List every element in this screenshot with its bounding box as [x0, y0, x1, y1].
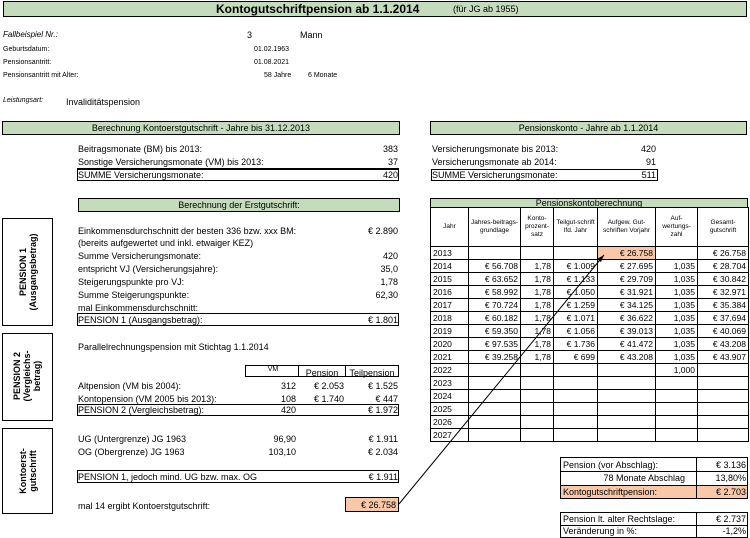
- pk-cell-agv: € 36.622: [598, 312, 656, 325]
- pk-cell-awz: 1,035: [656, 351, 698, 364]
- pk-cell-jahr: 2019: [431, 325, 469, 338]
- summe-vm-label: SUMME Versicherungsmonate:: [78, 170, 204, 180]
- pk-cell-tg: € 1.259: [554, 299, 598, 312]
- page-subtitle: (für JG ab 1955): [453, 4, 519, 14]
- bm-value: 383: [382, 144, 398, 154]
- pk-cell-jbg: € 58.992: [469, 286, 521, 299]
- summary-sep: [696, 457, 697, 499]
- p1-row-1-value: 35,0: [380, 264, 398, 274]
- pk-cell-awz: 1,035: [656, 286, 698, 299]
- pk-cell-tg: € 1.050: [554, 286, 598, 299]
- compare-alt-value: € 2.737: [715, 514, 746, 524]
- leistungsart-label: Leistungsart:: [3, 97, 44, 104]
- kg-p1min-value: € 1.911: [368, 472, 398, 482]
- pk-header: Pensionskontoberechnung: [430, 198, 748, 208]
- p1-row-5-value: € 1.801: [367, 315, 398, 325]
- p1-line1-value: € 2.890: [367, 226, 398, 236]
- pk-cell-kps: 1,78: [521, 273, 554, 286]
- p2-title: Parallelrechnungspension mit Stichtag 1.1.2014: [78, 342, 269, 352]
- bm-label: Beitragsmonate (BM) bis 2013:: [78, 144, 203, 154]
- p1-row-0-label: Summe Versicherungsmonate:: [78, 251, 202, 261]
- r-summe-value: 511: [641, 170, 656, 180]
- kg-side-label: Kontoerst- gutschrift: [18, 448, 38, 494]
- pensionsantritt-value: 01.08.2021: [254, 59, 290, 66]
- pk-cell-jahr: 2022: [431, 364, 469, 377]
- kg-og-value: € 2.034: [367, 447, 398, 457]
- pk-cell-awz: 1,035: [656, 312, 698, 325]
- antrittsalter-monate: 6 Monate: [308, 72, 338, 79]
- fallbeispiel-label: Fallbeispiel Nr.:: [3, 30, 58, 39]
- pension1-side-label: PENSION 1 (Ausgangsbetrag): [18, 233, 38, 311]
- pk-cell-awz: 1,035: [656, 338, 698, 351]
- pk-cell-gg: € 32.971: [698, 286, 749, 299]
- pk-col-tg: Teilgut-schrift lfd. Jahr: [554, 208, 598, 247]
- compare-change-label: Veränderung in %:: [563, 526, 638, 536]
- p1-row-2-value: 1,78: [380, 277, 398, 287]
- pk-cell-jbg: € 70.724: [469, 299, 521, 312]
- pk-cell-awz: 1,035: [656, 273, 698, 286]
- pk-cell-gg: € 30.842: [698, 273, 749, 286]
- pk-cell-kps: 1,78: [521, 351, 554, 364]
- pk-cell-gg: € 40.069: [698, 325, 749, 338]
- p1-row-2-label: Steigerungspunkte pro VJ:: [78, 277, 185, 287]
- leistungsart-value: Invaliditätspension: [66, 97, 141, 107]
- pk-col-kps: Konto-prozent-satz: [521, 208, 554, 247]
- pk-cell-jahr: 2015: [431, 273, 469, 286]
- summary-abschlag-value: 13,80%: [715, 473, 746, 483]
- pk-cell-tg: € 1.056: [554, 325, 598, 338]
- summary-abschlag-label: 78 Monate Abschlag: [603, 473, 685, 483]
- antrittsalter-label: Pensionsantritt mit Alter:: [3, 72, 79, 79]
- pk-cell-kps: 1,78: [521, 286, 554, 299]
- pk-cell-awz: 1,000: [656, 364, 698, 377]
- pk-cell-tg: € 699: [554, 351, 598, 364]
- pk-cell-jahr: 2021: [431, 351, 469, 364]
- p2-row-1-vm: 108: [280, 394, 296, 404]
- pk-cell-jbg: € 56.708: [469, 260, 521, 273]
- pk-cell-jahr: 2017: [431, 299, 469, 312]
- pk-cell-agv: € 41.472: [598, 338, 656, 351]
- p2-row-2-vm: 420: [280, 405, 296, 415]
- kg-ug-value: € 1.911: [368, 434, 398, 444]
- kg-ug-pct: 96,90: [273, 434, 296, 444]
- pk-cell-kps: 1,78: [521, 299, 554, 312]
- p2-row-1-label: Kontopension (VM 2005 bis 2013):: [78, 394, 217, 404]
- page-title: Kontogutschriftpension ab 1.1.2014: [216, 2, 420, 16]
- pk-cell-jahr: 2027: [431, 429, 469, 442]
- summary-kgp-label: Kontogutschriftpension:: [563, 487, 658, 497]
- erst-header: Berechnung der Erstgutschrift:: [78, 198, 400, 212]
- geburtsdatum-label: Geburtsdatum:: [3, 46, 50, 53]
- r-summe-label: SUMME Versicherungsmonate:: [432, 170, 558, 180]
- p1-row-5-label: PENSION 1 (Ausgangsbetrag):: [78, 315, 203, 325]
- pk-cell-kps: 1,78: [521, 260, 554, 273]
- summe-vm-value: 420: [382, 170, 398, 180]
- pk-col-agv: Aufgew. Gut-schriften Vorjahr: [598, 208, 656, 247]
- pk-cell-jbg: € 39.258: [469, 351, 521, 364]
- pk-cell-tg: € 1.071: [554, 312, 598, 325]
- pensionsantritt-label: Pensionsantritt:: [3, 59, 52, 66]
- pk-cell-awz: 1,035: [656, 299, 698, 312]
- p2-row-0-label: Altpension (VM bis 2004):: [78, 381, 182, 391]
- summary-kgp-value: € 2.703: [715, 487, 746, 497]
- pk-cell-jahr: 2013: [431, 247, 469, 260]
- left-section-header: Berechnung Kontoerstgutschrift - Jahre bis 31.12.2013: [2, 121, 400, 135]
- vm-label: Sonstige Versicherungsmonate (VM) bis 2013:: [78, 157, 264, 167]
- pk-cell-gg: € 37.694: [698, 312, 749, 325]
- p2-row-2-teil: € 1.972: [367, 405, 398, 415]
- pk-cell-jbg: € 63.652: [469, 273, 521, 286]
- pk-cell-gg: € 28.704: [698, 260, 749, 273]
- pk-col-awz: Auf-wertungs-zahl: [656, 208, 698, 247]
- pk-cell-jbg: € 60.182: [469, 312, 521, 325]
- pk-cell-gg: € 43.907: [698, 351, 749, 364]
- pk-cell-tg: € 1.736: [554, 338, 598, 351]
- p2-col-vm: VM: [267, 366, 279, 373]
- p1-row-1-label: entspricht VJ (Versicherungsjahre):: [78, 264, 219, 274]
- geburtsdatum-value: 01.02.1963: [254, 46, 290, 53]
- pk-cell-agv: € 27.695: [598, 260, 656, 273]
- pk-cell-jahr: 2023: [431, 377, 469, 390]
- compare-alt-label: Pension lt. alter Rechtslage:: [563, 514, 676, 524]
- p1-line1: Einkommensdurchschnitt der besten 336 bzw. xxx BM:: [78, 226, 297, 236]
- r-vm2014-value: 91: [645, 157, 656, 167]
- pk-cell-agv: € 39.013: [598, 325, 656, 338]
- p2-row-1-teil: € 447: [375, 394, 398, 404]
- pk-cell-jahr: 2018: [431, 312, 469, 325]
- p2-row-1-pension: € 1.740: [313, 394, 344, 404]
- pk-cell-jahr: 2026: [431, 416, 469, 429]
- antrittsalter-jahre: 58 Jahre: [264, 72, 292, 79]
- pk-cell-jahr: 2020: [431, 338, 469, 351]
- p1-row-3-value: 62,30: [375, 290, 398, 300]
- compare-sep: [696, 512, 697, 538]
- pension2-side-label: PENSION 2 (Vergleichs- betrag): [12, 350, 42, 402]
- fallbeispiel-gender: Mann: [300, 30, 323, 40]
- pk-cell-jahr: 2016: [431, 286, 469, 299]
- pk-cell-gg: € 43.208: [698, 338, 749, 351]
- r-vm2013-value: 420: [640, 144, 656, 154]
- p2-row-2-label: PENSION 2 (Vergleichsbetrag):: [78, 405, 205, 415]
- fallbeispiel-value: 3: [247, 30, 253, 40]
- pk-col-jbg: Jahres-beitrags-grundlage: [469, 208, 521, 247]
- pk-cell-agv: € 43.208: [598, 351, 656, 364]
- p1-row-3-label: Summe Steigerungspunkte:: [78, 290, 190, 300]
- pk-cell-jahr: 2025: [431, 403, 469, 416]
- p2-col-pension: Pension: [305, 368, 339, 378]
- pk-cell-tg: € 1.009: [554, 260, 598, 273]
- p1-row-0-value: 420: [382, 251, 398, 261]
- kg-mal14-label: mal 14 ergibt Kontoerstgutschrift:: [78, 501, 211, 511]
- summary-pension-value: € 3.136: [715, 460, 746, 470]
- kg-ug-label: UG (Untergrenze) JG 1963: [78, 434, 187, 444]
- r-vm2014-label: Versicherungsmonate ab 2014:: [432, 157, 557, 167]
- pk-col-jahr: Jahr: [431, 208, 469, 247]
- pk-cell-gg: € 35.384: [698, 299, 749, 312]
- pk-cell-agv: € 34.125: [598, 299, 656, 312]
- pk-col-gg: Gesamt-gutschrift: [698, 208, 749, 247]
- pk-cell-agv: € 29.709: [598, 273, 656, 286]
- pk-cell-awz: 1,035: [656, 260, 698, 273]
- p2-row-0-teil: € 1.525: [367, 381, 398, 391]
- p1-row-4-label: mal Einkommensdurchschnitt:: [78, 303, 199, 313]
- kg-p1min-label: PENSION 1, jedoch mind. UG bzw. max. OG: [78, 472, 258, 482]
- pk-cell-kps: 1,78: [521, 312, 554, 325]
- vm-value: 37: [387, 157, 398, 167]
- pk-cell-jbg: € 97.535: [469, 338, 521, 351]
- p2-col-teil: Teilpension: [349, 368, 395, 378]
- pk-cell-agv: € 31.921: [598, 286, 656, 299]
- kg-og-label: OG (Obergrenze) JG 1963: [78, 447, 185, 457]
- pk-cell-jbg: € 59.350: [469, 325, 521, 338]
- kg-og-pct: 103,10: [268, 447, 296, 457]
- pk-cell-kps: 1,78: [521, 325, 554, 338]
- pk-cell-kps: 1,78: [521, 338, 554, 351]
- pk-cell-gg: € 26.758: [698, 247, 749, 260]
- compare-change-value: -1,2%: [722, 526, 746, 536]
- summary-pension-label: Pension (vor Abschlag):: [563, 460, 659, 470]
- kg-mal14-value: € 26.758: [345, 497, 399, 512]
- pk-cell-jahr: 2014: [431, 260, 469, 273]
- p2-row-0-pension: € 2.053: [313, 381, 344, 391]
- pk-cell-jahr: 2024: [431, 390, 469, 403]
- r-vm2013-label: Versicherungsmonate bis 2013:: [432, 144, 559, 154]
- right-section-header: Pensionskonto - Jahre ab 1.1.2014: [430, 121, 747, 135]
- pk-cell-agv: € 26.758: [598, 247, 656, 260]
- pk-cell-tg: € 1.133: [554, 273, 598, 286]
- p1-line2: (bereits aufgewertet und inkl. etwaiger KEZ): [78, 238, 254, 248]
- pk-cell-awz: 1,035: [656, 325, 698, 338]
- p2-row-0-vm: 312: [280, 381, 296, 391]
- summary-line1: [560, 471, 748, 472]
